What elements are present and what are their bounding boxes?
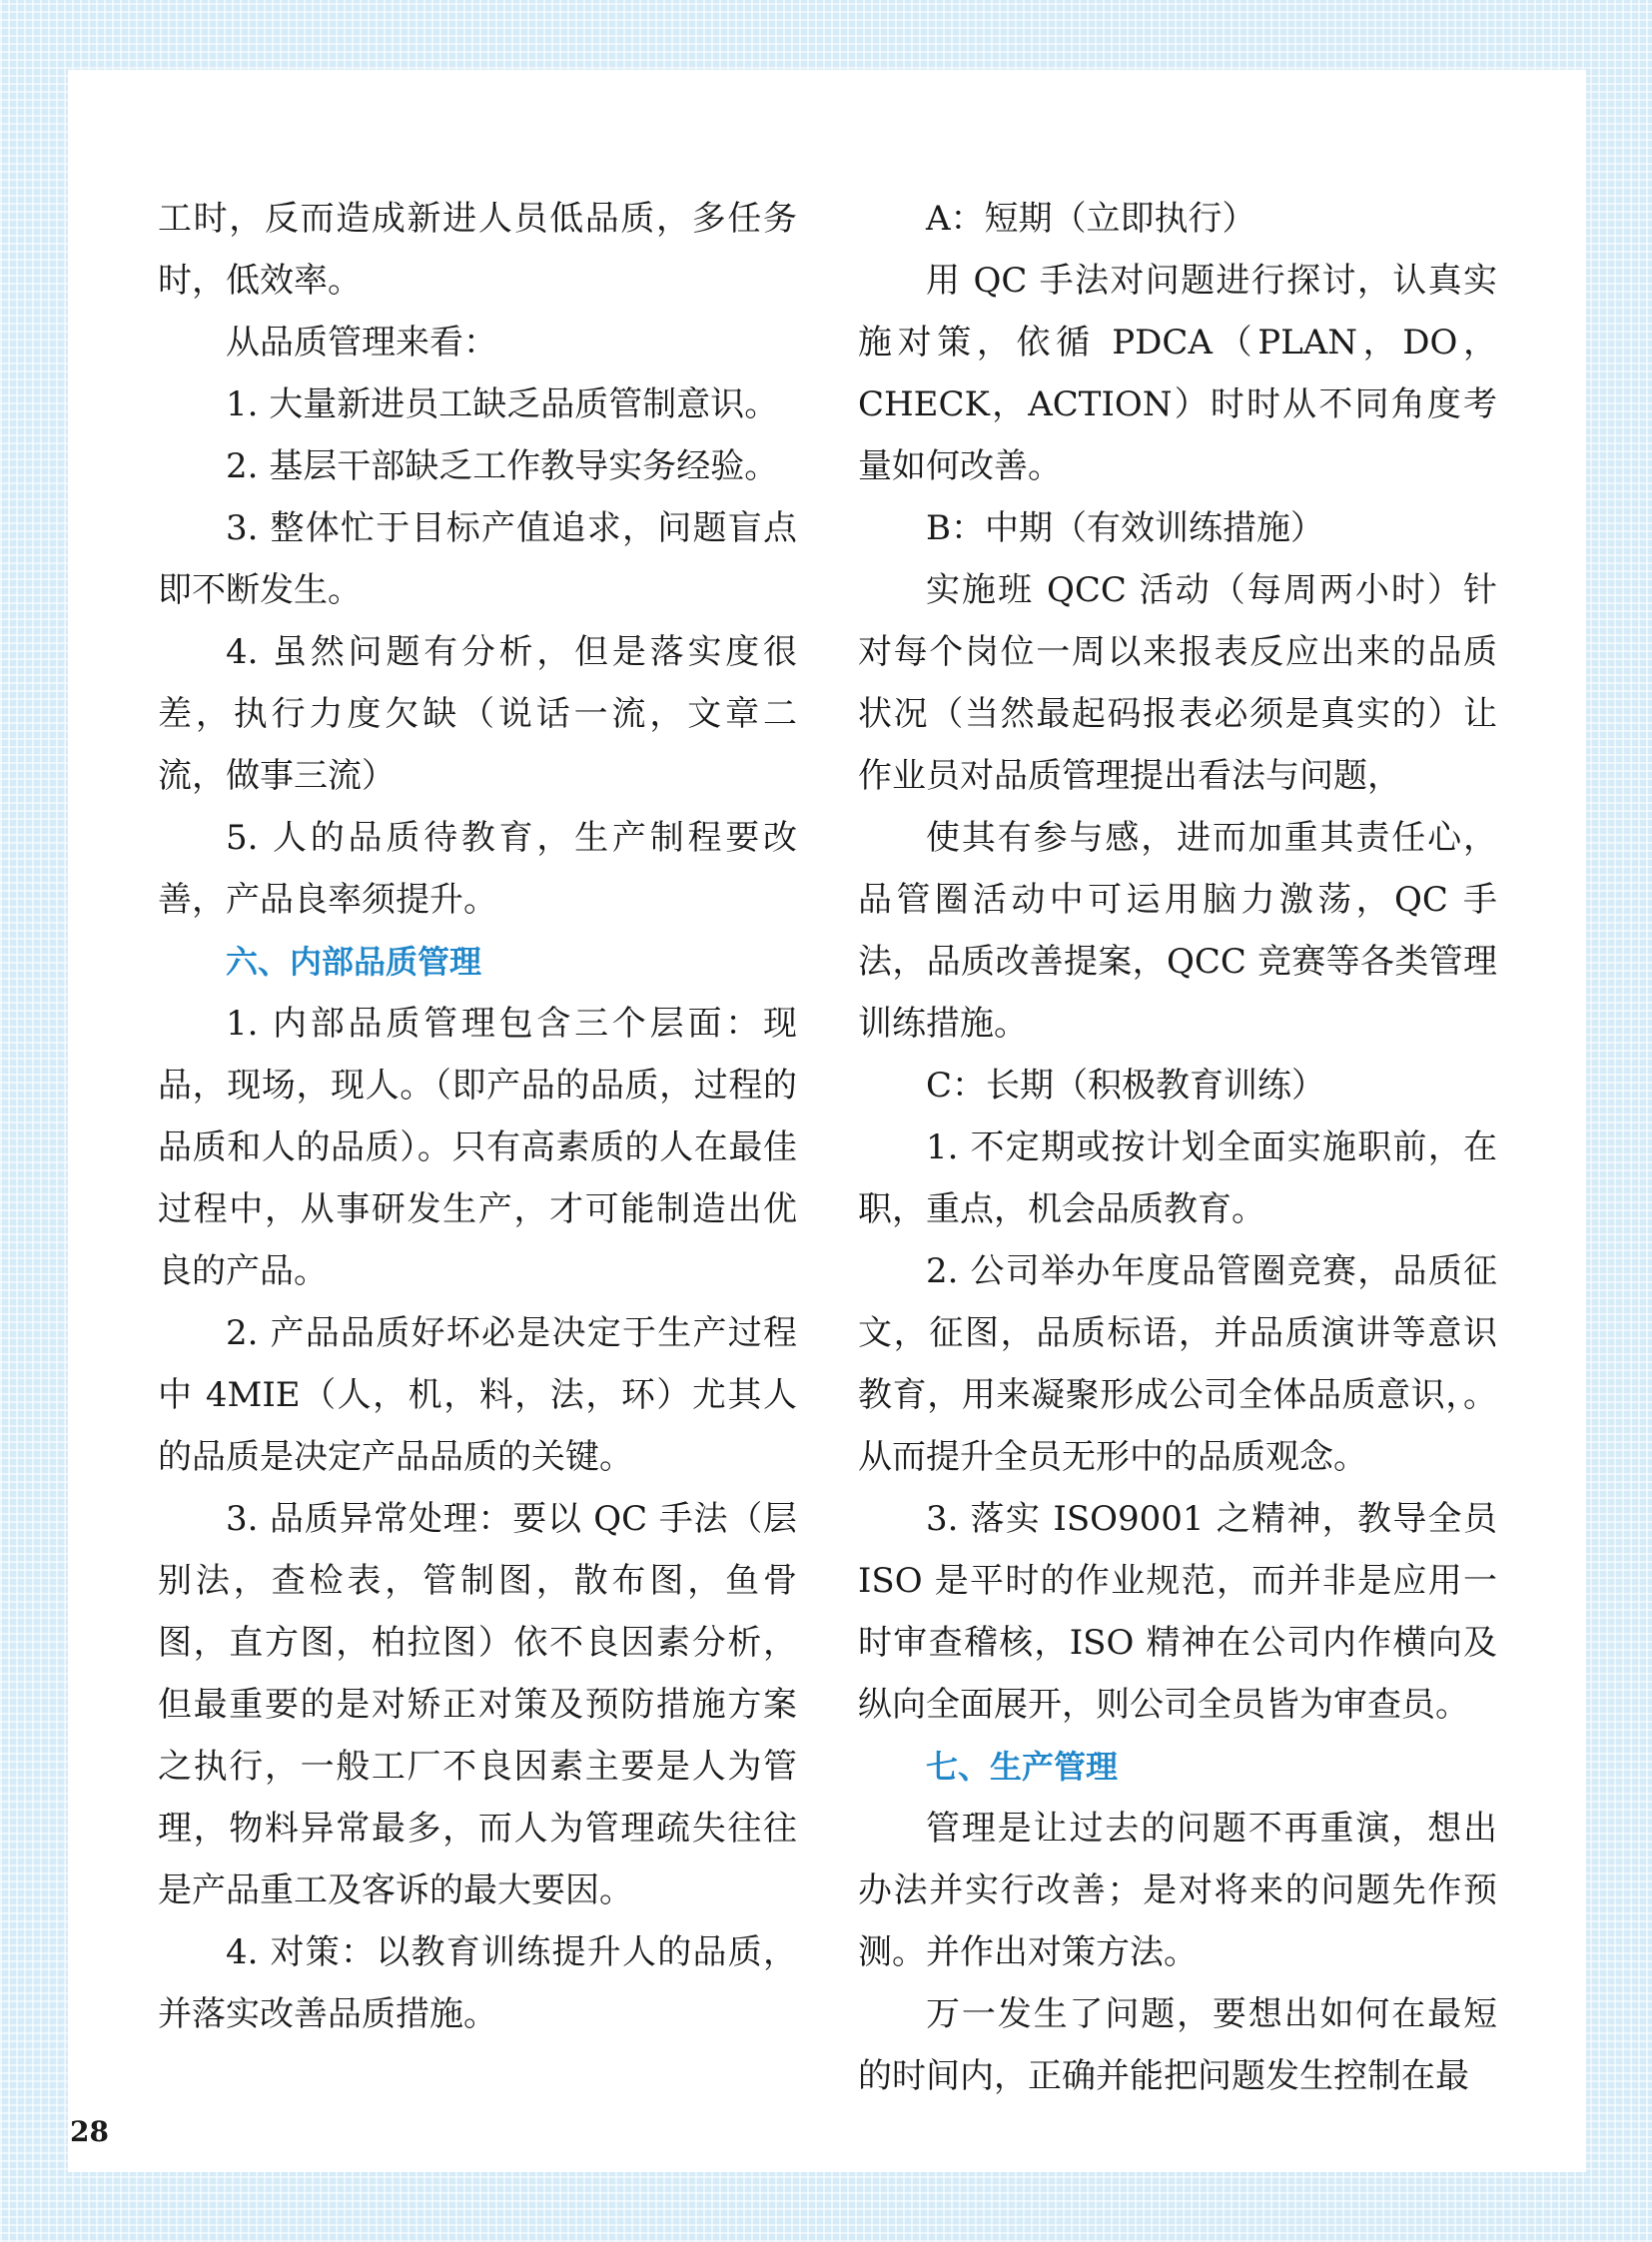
left-column xyxy=(158,188,797,2045)
paragraph: 3. 品质异常处理：要以 QC 手法（层别法，查检表，管制图，散布图，鱼骨图，直方图，柏拉图）依不良因素分析，但最重要的是对矫正对策及预防措施方案之执行，一般工厂不良因素主要是人为管理，物料异常最多，而人为管理疏失往往是产品重工及客诉的最大要因。 xyxy=(158,1499,797,1910)
paragraph: 4. 虽然问题有分析，但是落实度很差，执行力度欠缺（说话一流，文章二流，做事三流） xyxy=(158,632,797,796)
paragraph: 3. 整体忙于目标产值追求，问题盲点即不断发生。 xyxy=(158,508,797,610)
right-column xyxy=(858,188,1497,2107)
paragraph: 实施班 QCC 活动（每周两小时）针对每个岗位一周以来报表反应出来的品质状况（当然最起码报表必须是真实的）让作业员对品质管理提出看法与问题， xyxy=(858,570,1497,796)
paragraph: 4. 对策：以教育训练提升人的品质，并落实改善品质措施。 xyxy=(158,1932,797,2034)
paragraph: 从品质管理来看： xyxy=(226,323,497,363)
paragraph: 2. 基层干部缺乏工作教导实务经验。 xyxy=(226,446,779,486)
paragraph: 3. 落实 ISO9001 之精神，教导全员 ISO 是平时的作业规范，而并非是应用一时审查稽核，ISO 精神在公司内作横向及纵向全面展开，则公司全员皆为审查员。 xyxy=(858,1499,1497,1725)
paragraph: 2. 产品品质好坏必是决定于生产过程中 4MIE（人，机，料，法，环）尤其人的品质是决定产品品质的关键。 xyxy=(158,1313,797,1477)
paragraph: 用 QC 手法对问题进行探讨，认真实施对策，依循 PDCA（PLAN，DO，CHECK，ACTION）时时从不同角度考量如何改善。 xyxy=(858,261,1497,486)
page-number: 28 xyxy=(70,2115,109,2148)
paragraph: 万一发生了问题，要想出如何在最短的时间内，正确并能把问题发生控制在最 xyxy=(858,1994,1497,2096)
paragraph: 使其有参与感，进而加重其责任心，品管圈活动中可运用脑力激荡，QC 手法，品质改善提案，QCC 竞赛等各类管理训练措施。 xyxy=(858,818,1497,1044)
paragraph: 2. 公司举办年度品管圈竞赛，品质征文，征图，品质标语，并品质演讲等意识教育，用来凝聚形成公司全体品质意识，。从而提升全员无形中的品质观念。 xyxy=(858,1251,1497,1477)
paragraph: 5. 人的品质待教育，生产制程要改善，产品良率须提升。 xyxy=(158,818,797,920)
paragraph: 工时，反而造成新进人员低品质，多任务时，低效率。 xyxy=(158,199,797,301)
paragraph: 1. 大量新进员工缺乏品质管制意识。 xyxy=(226,384,779,424)
page-sheet xyxy=(68,70,1586,2172)
paragraph: 1. 不定期或按计划全面实施职前，在职，重点，机会品质教育。 xyxy=(858,1127,1497,1229)
paragraph: A：短期（立即执行） xyxy=(926,199,1256,239)
paragraph: 1. 内部品质管理包含三个层面：现品，现场，现人。（即产品的品质，过程的品质和人的品质）。只有高素质的人在最佳过程中，从事研发生产，才可能制造出优良的产品。 xyxy=(158,1004,797,1291)
paragraph: 管理是让过去的问题不再重演，想出办法并实行改善；是对将来的问题先作预测。并作出对策方法。 xyxy=(858,1809,1497,1972)
section-heading: 六、内部品质管理 xyxy=(226,943,482,981)
paragraph: B：中期（有效训练措施） xyxy=(926,508,1324,548)
section-heading: 七、生产管理 xyxy=(926,1748,1119,1786)
paragraph: C：长期（积极教育训练） xyxy=(926,1066,1326,1106)
